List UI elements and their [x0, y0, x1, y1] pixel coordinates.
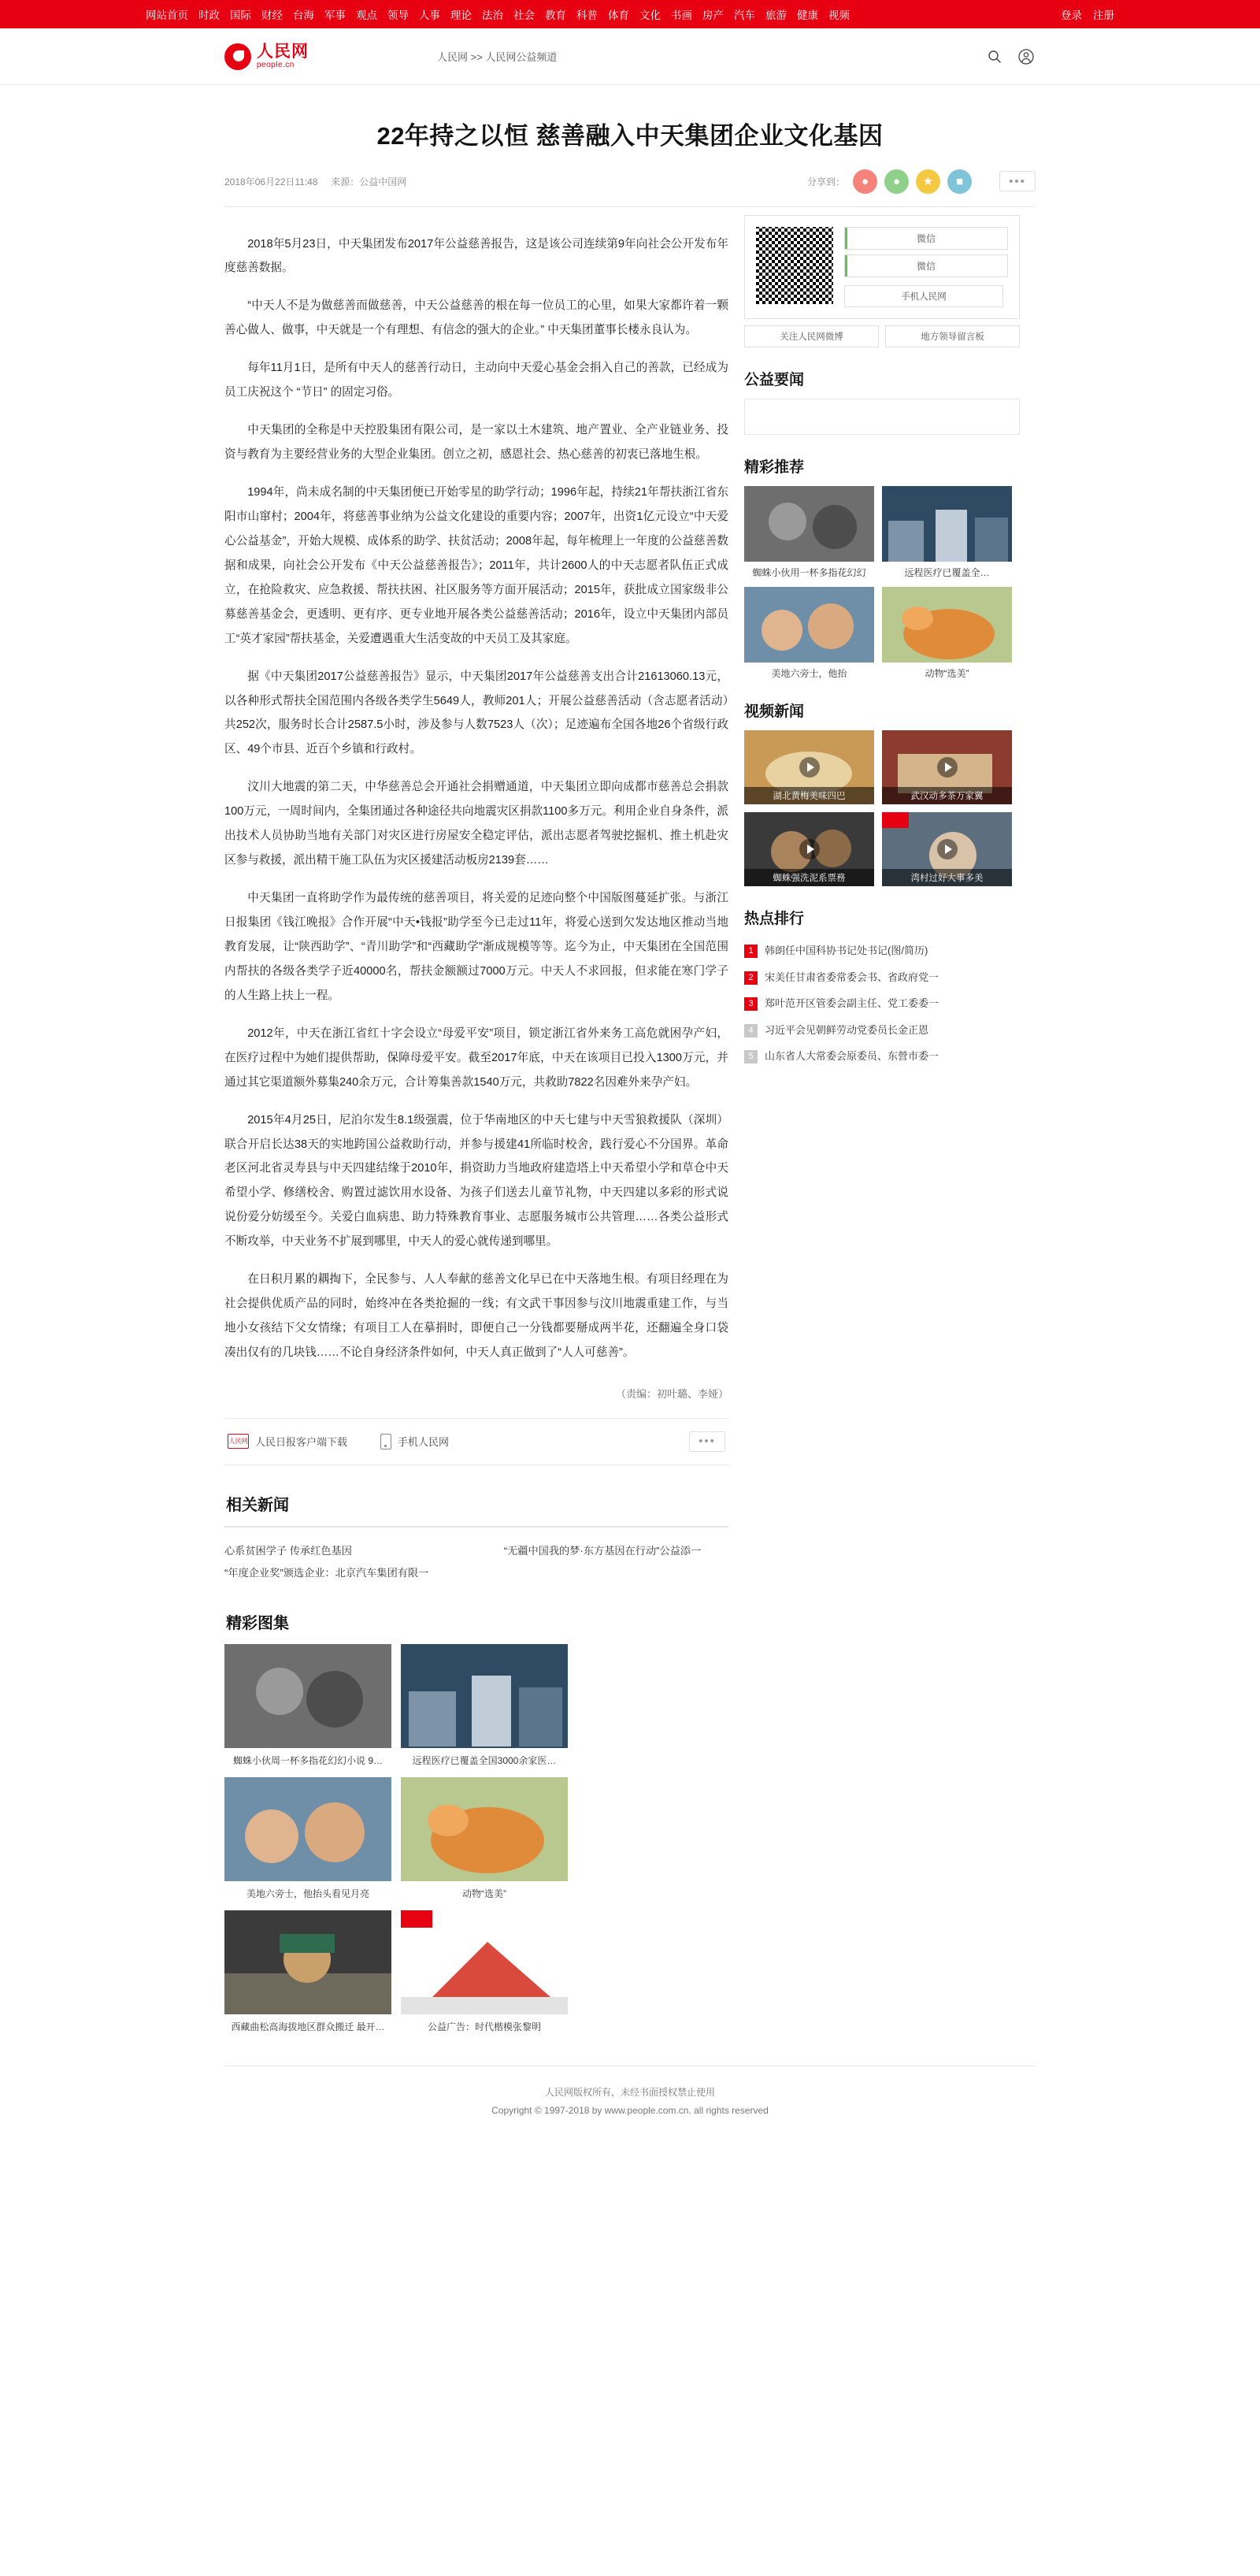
hot-item-label: 习近平会见朝鲜劳动党委员长金正恩: [765, 1023, 929, 1036]
gallery-grid: [224, 1644, 728, 2034]
welfare-news-box[interactable]: [744, 399, 1020, 435]
login-link[interactable]: 登录: [1061, 9, 1082, 21]
topnav-link[interactable]: 旅游: [765, 9, 787, 21]
hot-ranking-item[interactable]: [744, 964, 1020, 991]
video-item[interactable]: [882, 730, 1012, 804]
hot-ranking-item[interactable]: [744, 1017, 1020, 1044]
topnav-link[interactable]: 视频: [828, 9, 850, 21]
qr-code-image: [756, 227, 833, 304]
top-nav-account-links: [1050, 6, 1114, 22]
related-news-item[interactable]: 心系贫困学子 传承红色基因: [224, 1544, 352, 1557]
qzone-icon[interactable]: ★: [916, 169, 940, 194]
user-icon[interactable]: [1017, 47, 1036, 66]
hot-item-label: 宋美任甘肃省委常委会书、省政府党一: [765, 971, 939, 983]
search-icon[interactable]: [985, 47, 1004, 66]
phone-icon: [380, 1434, 391, 1449]
gallery-caption: 蜘蛛小伙周一杯多指花幻幻小说 9…: [232, 1755, 383, 1767]
video-item[interactable]: [744, 730, 874, 804]
app-link-peoples-daily[interactable]: [228, 1434, 347, 1449]
topnav-link[interactable]: 人事: [419, 9, 440, 21]
app-link-label: 手机人民网: [398, 1436, 450, 1449]
related-news-title: 相关新闻: [226, 1496, 289, 1514]
recommend-thumbnail[interactable]: [882, 587, 1012, 663]
gallery-item[interactable]: [224, 1644, 391, 1768]
related-news-item[interactable]: “年度企业奖”颁选企业：北京汽车集团有限一: [224, 1566, 429, 1579]
topnav-link[interactable]: 社会: [513, 9, 535, 21]
logo-text-cn: 人民网: [257, 42, 309, 61]
topnav-link[interactable]: 军事: [324, 9, 346, 21]
hot-item-label: 山东省人大常委会原委员、东營市委一: [765, 1050, 939, 1063]
article-paragraph: 中天集团的全称是中天控股集团有限公司，是一家以土木建筑、地产置业、全产业链业务、投资与教育为主要经营业务的大型企业集团。创立之初，感恩社会、热心慈善的初衷已落地生根。: [224, 424, 728, 462]
rank-badge: 2: [744, 971, 758, 985]
article-paragraph: 汶川大地震的第二天，中华慈善总会开通社会捐赠通道，中天集团立即向成都市慈善总会捐款100万元，一周时间内，全集团通过各种途径共向地震灾区捐款1100多万元。利用企业自身条件，派出技术人员协助当地有关部门对灾区进行房屋安全稳定评估，派出志愿者驾驶挖掘机、推土机赴灾区参与救援，派出精干施工队伍为灾区援建活动板房2139套……: [224, 781, 728, 867]
video-item[interactable]: [744, 812, 874, 886]
topnav-link[interactable]: 体育: [608, 9, 629, 21]
recommend-thumbnail[interactable]: [744, 486, 874, 562]
article-paragraph: 2012年，中天在浙江省红十字会设立“母爱平安”项目，锁定浙江省外来务工高危就困孕产妇，在医疗过程中为她们提供帮助，保障母爱平安。截至2017年底，中天在该项目已投入1300万元，并通过其它渠道额外募集240余万元，合计筹集善款1540万元，共救助7822名因难外来孕产妇。: [224, 1026, 728, 1089]
sidebar: [744, 215, 1020, 2035]
rank-badge: 3: [744, 997, 758, 1011]
publish-date: 2018年06月22日11:48: [224, 176, 318, 187]
related-news-list: [224, 1526, 728, 1583]
video-grid: [744, 730, 1020, 886]
follow-weibo-button[interactable]: 关注人民网微博: [744, 325, 879, 347]
weibo-icon[interactable]: ●: [853, 169, 877, 194]
article-main-column: [224, 215, 744, 2035]
article-paragraph: 每年11月1日，是所有中天人的慈善行动日，主动向中天爱心基金会捐入自己的善款，已经成为员工庆祝这个 “节日” 的固定习俗。: [224, 362, 728, 399]
topnav-link[interactable]: 网站首页: [146, 9, 188, 21]
breadcrumb[interactable]: 人民网 >> 人民网公益频道: [437, 51, 558, 63]
share-label: 分享到：: [806, 176, 845, 187]
gallery-caption: 西藏曲松高海拔地区群众搬迁 最开…: [231, 2021, 385, 2033]
site-footer: [224, 2066, 1036, 2144]
recommend-item[interactable]: [744, 587, 874, 681]
recommend-caption: 动物“选美”: [925, 668, 969, 680]
related-news-item[interactable]: “无疆中国我的梦·东方基因在行动”公益添一: [503, 1544, 702, 1557]
topnav-link[interactable]: 汽车: [734, 9, 755, 21]
topnav-link[interactable]: 台海: [293, 9, 314, 21]
topnav-link[interactable]: 观点: [356, 9, 377, 21]
recommend-title: 精彩推荐: [744, 458, 805, 476]
article-paragraph: 2018年5月23日，中天集团发布2017年公益慈善报告，这是该公司连续第9年向社会公开发布年度慈善数据。: [224, 237, 728, 275]
gallery-item[interactable]: [224, 1910, 391, 2034]
video-caption: 武汉动多茶万家翼: [882, 787, 1012, 804]
people-logo-icon: [224, 43, 251, 70]
topnav-link[interactable]: 时政: [198, 9, 220, 21]
video-thumbnail[interactable]: [882, 812, 1012, 886]
recommend-item[interactable]: [744, 486, 874, 580]
qr-follow-box: [744, 215, 1020, 319]
topnav-link[interactable]: 书画: [671, 9, 692, 21]
play-icon[interactable]: [799, 757, 820, 778]
topnav-link[interactable]: 理论: [450, 9, 472, 21]
article-meta-bar: [224, 169, 1036, 207]
video-item[interactable]: [882, 812, 1012, 886]
video-caption: 湾村过好大事多美: [882, 869, 1012, 886]
article-paragraph: 2015年4月25日，尼泊尔发生8.1级强震，位于华南地区的中天七建与中天雪狼救援队（深圳）联合开启长达38天的实地跨国公益救助行动，并参与援建41所临时校舍，践行爱心不分国界。革命老区河北省灵寿县与中天四建结缘于2010年，捐资助力当地政府建造塔上中天希望小学和草仓中天希望小学、修缮校舍、购置过滤饮用水设备、为孩子们送去儿童节礼物，中天四建以多彩的形式说说份爱分妨缓至今。关爱白血病患、助力特殊教育事业、志愿服务城市公共管理……各类公益形式不断攻举，中天业务不扩展到哪里，中天人的爱心就传递到哪里。: [224, 1113, 728, 1249]
editor-credit: （责编：初叶璐、李娅）: [615, 1387, 728, 1400]
hot-item-label: 郑叶范开区管委会副主任、党工委委一: [765, 997, 939, 1010]
topnav-link[interactable]: 法治: [482, 9, 503, 21]
recommend-item[interactable]: [882, 486, 1012, 580]
site-logo[interactable]: [224, 43, 382, 70]
video-caption: 湖北黄梅美味四巴: [744, 787, 874, 804]
qr-button-weibo[interactable]: 微信: [844, 227, 1008, 250]
share-bar: [807, 169, 1036, 194]
share-more-button[interactable]: •••: [999, 171, 1036, 191]
article-paragraph: 中天集团一直将助学作为最传统的慈善项目，将关爱的足迹向整个中国版图蔓延扩张。与浙江日报集团《钱江晚报》合作开展“中天•钱报”助学至今已走过11年，将爱心送到欠发达地区推动当地教育发展，让“陕西助学”、“青川助学”和“西藏助学”渐成规模等等。迄今为止，中天集团在全国范围内帮扶的各级各类学子近40000名，帮扶金额额过7000万元。中天人不求回报，但求能在寒门学子的人生路上扶上一程。: [224, 892, 728, 1002]
play-icon[interactable]: [937, 757, 958, 778]
hot-ranking-title: 热点排行: [744, 911, 805, 928]
play-icon[interactable]: [799, 839, 820, 859]
rank-badge: 1: [744, 945, 758, 958]
topnav-link[interactable]: 健康: [797, 9, 818, 21]
footer-copyright-en: Copyright © 1997-2018 by www.people.com.cn. all rights reserved: [491, 2105, 769, 2117]
gallery-item[interactable]: [401, 1777, 568, 1901]
page-title: 22年持之以恒 慈善融入中天集团企业文化基因: [376, 122, 884, 150]
topnav-link[interactable]: 文化: [639, 9, 661, 21]
gallery-caption: 远程医疗已覆盖全国3000余家医…: [412, 1755, 557, 1767]
gallery-thumbnail[interactable]: [224, 1910, 391, 2014]
qr-foot-mobile[interactable]: 手机人民网: [844, 285, 1003, 307]
video-thumbnail[interactable]: [744, 812, 874, 886]
rank-badge: 4: [744, 1024, 758, 1037]
qr-button-wechat[interactable]: 微信: [844, 254, 1008, 277]
video-caption: 蜘蛛强洗泥系票務: [744, 869, 874, 886]
hot-ranking-item[interactable]: [744, 990, 1020, 1017]
gallery-thumbnail[interactable]: [224, 1644, 391, 1748]
article-paragraph: 1994年，尚未成名制的中天集团便已开始零星的助学行动；1996年起，持续21年帮扶浙江省东阳市山窜村；2004年，将慈善事业纳为公益文化建设的重要内容；2007年，出资1亿元设立“中天爱心公益基金”，开始大规模、成体系的助学、扶贫活动；2008年起，每年梳理上一年度的公益慈善数据和成果，向社会公开发布《中天公益慈善报告》；2011年，共计2600人的中天志愿者队伍正式成立，在抢险救灾、应急救援、帮扶扶困、社区服务等方面开展活动；2015年，获批成立国家级非公募慈善基金会，更透明、更有序、更专业地开展各类公益慈善活动；2016年，设立中天集团内部员工“英才家园”帮扶基金，关爱遭遇重大生活变故的中天员工及其家庭。: [224, 486, 728, 645]
welfare-news-title: 公益要闻: [744, 371, 805, 388]
gallery-thumbnail[interactable]: [401, 1910, 568, 2014]
local-leader-board-button[interactable]: 地方领导留言板: [885, 325, 1020, 347]
gallery-item[interactable]: [401, 1910, 568, 2034]
topnav-link[interactable]: 财经: [261, 9, 283, 21]
register-link[interactable]: 注册: [1093, 9, 1114, 21]
article-body: [224, 215, 728, 1401]
gallery-item[interactable]: [401, 1644, 568, 1768]
top-navigation-bar: [0, 0, 1260, 28]
app-download-bar: [224, 1418, 728, 1465]
gallery-caption: 公益广告：时代楷模张黎明: [427, 2021, 541, 2033]
gallery-thumbnail[interactable]: [401, 1644, 568, 1748]
hot-ranking-item[interactable]: [744, 937, 1020, 964]
people-daily-icon: 人民网: [228, 1434, 249, 1449]
footer-copyright-cn: 人民网版权所有，未经书面授权禁止使用: [544, 2087, 715, 2099]
topnav-link[interactable]: 教育: [545, 9, 566, 21]
gallery-caption: 美地六旁士，他抬头看见月亮: [246, 1888, 369, 1900]
article-paragraph: 据《中天集团2017公益慈善报告》显示，中天集团2017年公益慈善支出合计21613060.13元，以各种形式帮扶全国范围内各级各类学生5649人，教师201人；开展公益慈善活动（含志愿者活动）共252次，服务时长合计2587.5小时，涉及参与人数7523人（次）；足迹遍布全国各地26个省级行政区、49个市县、近百个乡镇和行政村。: [224, 670, 728, 756]
recommend-thumbnail[interactable]: [744, 587, 874, 663]
hot-ranking-item[interactable]: [744, 1043, 1020, 1070]
recommend-item[interactable]: [882, 587, 1012, 681]
recommend-caption: 美地六旁士，他抬: [771, 668, 847, 680]
hot-item-label: 韩朗任中国科协书记处书记(图/简历): [765, 945, 928, 957]
video-news-title: 视频新闻: [744, 703, 805, 721]
gallery-item[interactable]: [224, 1777, 391, 1901]
gallery-thumbnail[interactable]: [224, 1777, 391, 1881]
top-nav-links: [146, 6, 860, 22]
app-more-button[interactable]: •••: [689, 1431, 725, 1452]
recommend-caption: 蜘蛛小伙用一杯多指花幻幻: [752, 566, 866, 578]
qq-icon[interactable]: ■: [947, 169, 972, 194]
article-paragraph: 在日积月累的耦掏下，全民参与、人人奉献的慈善文化早已在中天落地生根。有项目经理在为社会提供优质产品的同时，始终冲在各类抢掘的一线；有文武干事因参与汶川地震重建工作，与当地小女孩结下父女情缘；有项目工人在摹捐时，即便自己一分钱都要掰成两半花，还翻遍全身口袋凑出仅有的几块钱……不论自身经济条件如何，中天人真正做到了“人人可慈善”。: [224, 1273, 728, 1359]
rank-badge: 5: [744, 1050, 758, 1063]
video-thumbnail[interactable]: [744, 730, 874, 804]
recommend-caption: 远程医疗已覆盖全…: [904, 566, 990, 578]
recommend-thumbnail[interactable]: [882, 486, 1012, 562]
article-paragraph: “中天人不是为做慈善而做慈善，中天公益慈善的根在每一位员工的心里，如果大家都许着一颗善心做人、做事，中天就是一个有理想、有信念的强大的企业。” 中天集团董事长楼永良认为。: [224, 299, 728, 337]
hot-ranking-list: [744, 937, 1020, 1070]
app-link-label: 人民日报客户端下载: [255, 1436, 348, 1449]
wechat-icon[interactable]: ●: [884, 169, 909, 194]
topnav-link[interactable]: 国际: [230, 9, 251, 21]
article-source: 来源：公益中国网: [331, 176, 407, 187]
play-icon[interactable]: [937, 839, 958, 859]
video-thumbnail[interactable]: [882, 730, 1012, 804]
gallery-title: 精彩图集: [226, 1615, 289, 1633]
logo-text-en: people.cn: [257, 61, 295, 70]
gallery-thumbnail[interactable]: [401, 1777, 568, 1881]
site-header: [0, 28, 1260, 85]
topnav-link[interactable]: 房产: [702, 9, 724, 21]
app-link-mobile[interactable]: [380, 1434, 449, 1449]
topnav-link[interactable]: 科普: [576, 9, 598, 21]
gallery-caption: 动物“选美”: [462, 1888, 506, 1900]
recommend-grid: [744, 486, 1020, 681]
topnav-link[interactable]: 领导: [387, 9, 409, 21]
